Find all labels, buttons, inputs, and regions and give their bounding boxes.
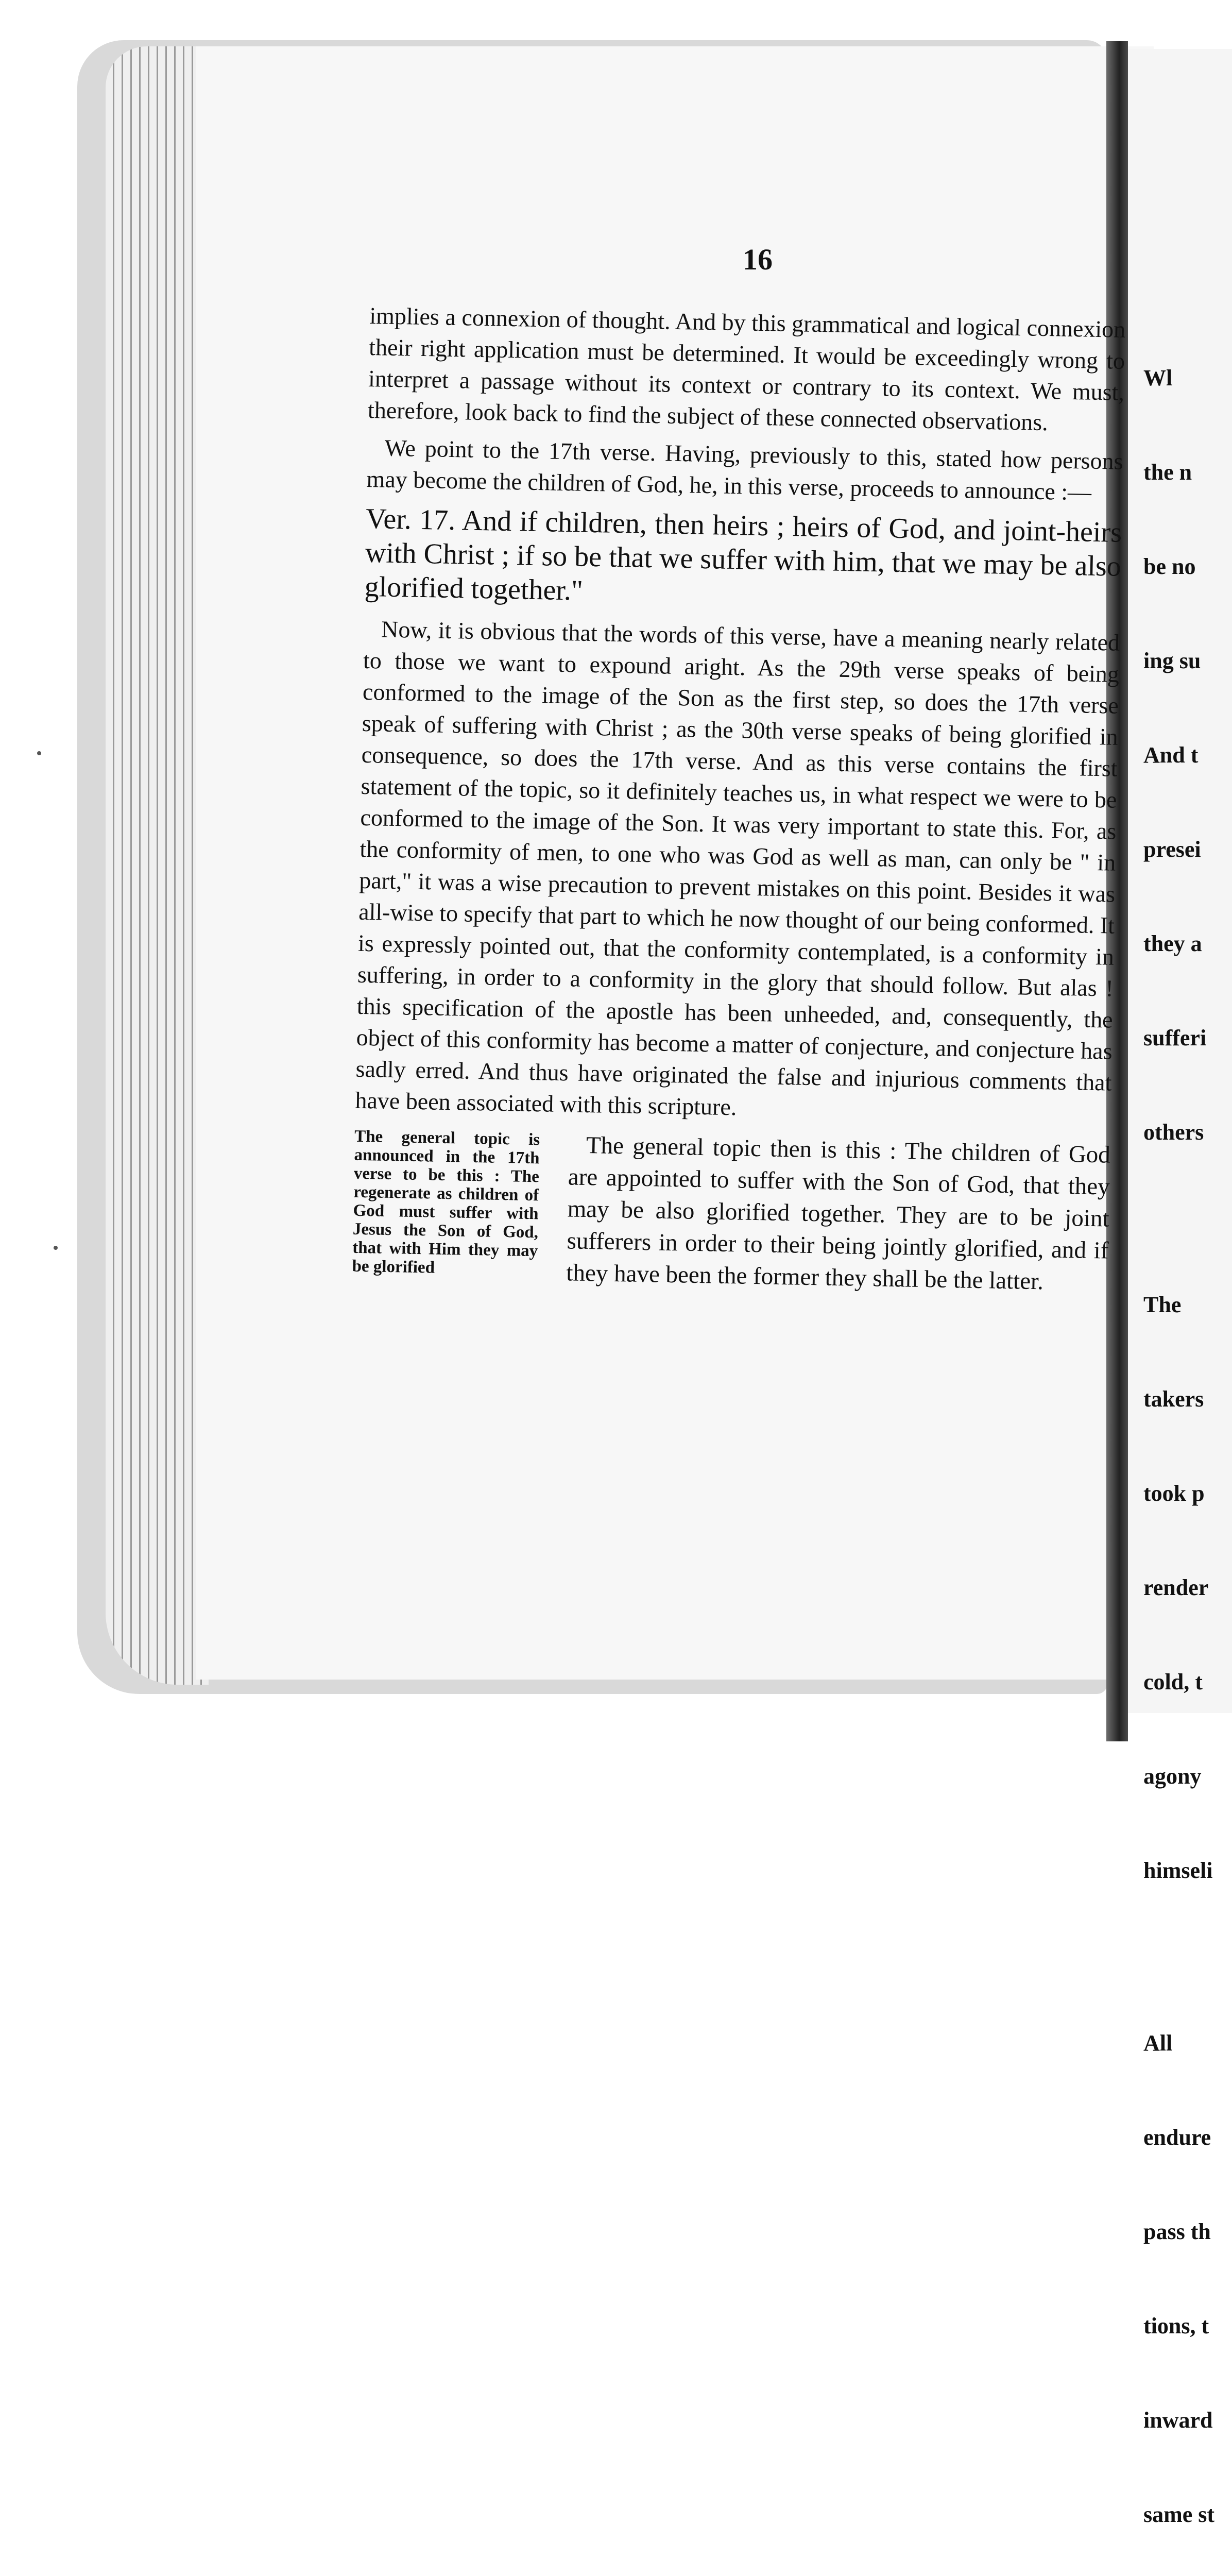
topic-section: [352, 1125, 1111, 1305]
body-paragraph: implies a connexion of thought. And by this grammatical and logical connexion their right application must be determined. It would be exceedingly wrong to interpret a passage without its context or contrary to its context. We must, therefore, look back to find the subject of these connected observations.: [367, 302, 1126, 436]
facing-line: himseli: [1143, 1858, 1213, 1883]
page-body: [352, 300, 1126, 1305]
facing-line: pass th: [1143, 2219, 1211, 2244]
margin-note: The general topic is announced in the 17th verse to be this : The regenerate as children of God must suffer with Jesus the Son of God, that with Him they may be glorified: [352, 1127, 540, 1277]
facing-line: sufferi: [1143, 1025, 1207, 1050]
scan-speck: [37, 751, 41, 755]
facing-line: be no: [1143, 554, 1196, 579]
facing-line: presei: [1143, 837, 1201, 862]
facing-line: agony: [1143, 1764, 1202, 1789]
body-paragraph: Now, it is obvious that the words of this verse, have a meaning nearly related to those we want to expound aright. As the 29th verse speaks of being conformed to the image of the Son as the first step, so does the 17th verse speak of suffering with Christ ; as the 30th verse speaks of being glorified in consequence, so does the 17th verse. And as this verse contains the first statement of the topic, so it definitely teaches us, in what respect we were to be conformed to the image of the Son. It was very important to state this. For, as the conformity of men, to one who was God as well as man, can only be " in part," it was a wise precaution to prevent mistakes on this point. Besides it was all-wise to specify that part to which he now thought of our being conformed. It is expressly pointed out, that the conformity contemplated, is a conformity in suffering, in order to a conformity in the glory that should follow. But alas ! this specification of the apostle has been unheeded, and, consequently, the object of this conformity has become a matter of conjecture, and conjecture has sadly erred. And thus have originated the false and injurious comments that have been associated with this scripture.: [355, 616, 1120, 1121]
facing-line: ing su: [1143, 648, 1201, 673]
body-paragraph: We point to the 17th verse. Having, previously to this, stated how persons may become the children of God, he, in this verse, proceeds to announce :—: [366, 434, 1123, 505]
verse-text: And if children, then heirs ; heirs of God, and joint-heirs with Christ ; if so be that we suffer with him, that we may be also glorified together.": [364, 504, 1122, 607]
verse-quote: [364, 502, 1122, 618]
facing-line: Wl: [1143, 365, 1173, 391]
facing-line: takers: [1143, 1386, 1204, 1412]
facing-line: took p: [1143, 1481, 1205, 1506]
facing-line: inward: [1143, 2408, 1213, 2433]
body-paragraph: The general topic then is this : The children of God are appointed to suffer with the Son of God, that they may be also glorified together. They are to be joint sufferers in order to their being jointly glorified, and if they have been the former they shall be the latter.: [566, 1131, 1111, 1295]
facing-line: All: [1143, 2030, 1173, 2056]
facing-line: same st: [1143, 2502, 1215, 2527]
facing-line: And t: [1143, 742, 1199, 768]
facing-line: the n: [1143, 460, 1192, 485]
verse-label: Ver. 17.: [365, 502, 456, 537]
facing-line: The: [1143, 1292, 1182, 1317]
page-edges: [106, 46, 209, 1685]
facing-line: endure: [1143, 2125, 1211, 2150]
facing-line: tions, t: [1143, 2313, 1209, 2338]
facing-line: render: [1143, 1575, 1209, 1600]
facing-page-text: [1143, 317, 1232, 2576]
page-number: 16: [743, 243, 773, 276]
facing-line: others: [1143, 1120, 1204, 1145]
facing-line: they a: [1143, 931, 1202, 956]
scan-speck: [54, 1246, 58, 1250]
facing-page: [1128, 49, 1232, 2527]
facing-line: cold, t: [1143, 1669, 1203, 1694]
